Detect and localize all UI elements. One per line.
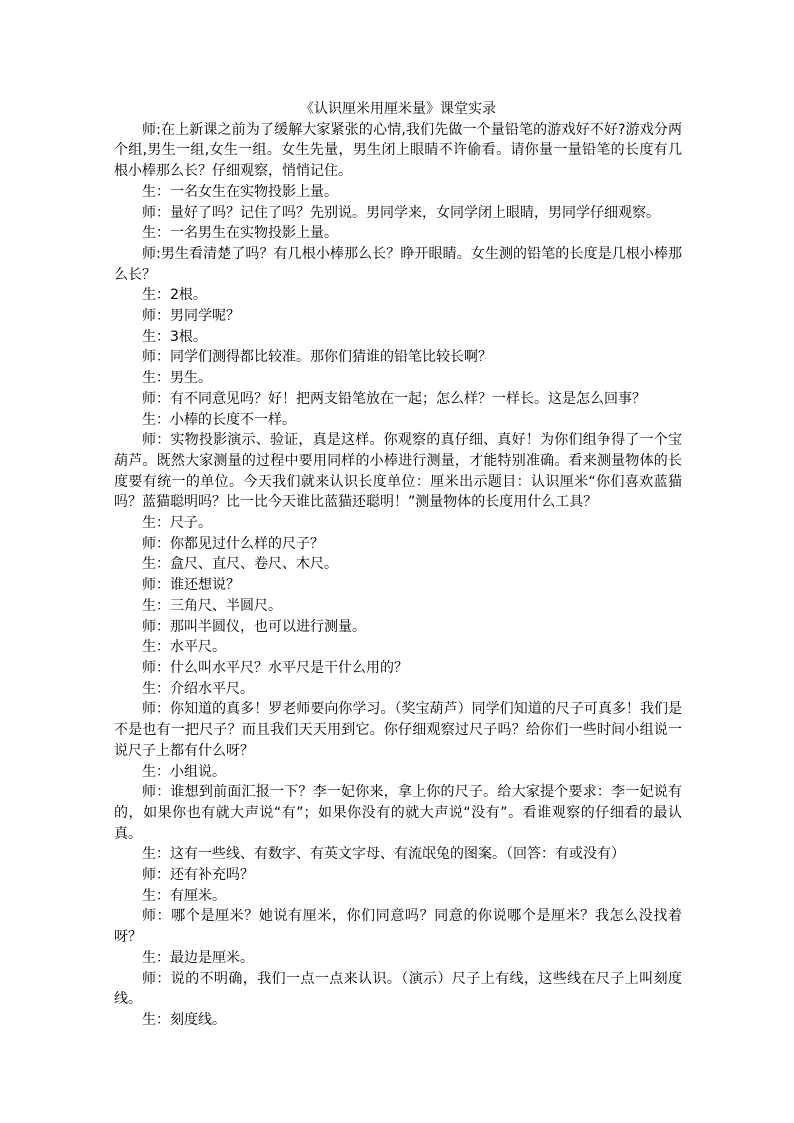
paragraph: 师：那叫半圆仪，也可以进行测量。 [142,618,366,635]
paragraph: 师：说的不明确，我们一点一点来认识。（演示）尺子上有线，这些线在尺子上叫刻度线。 [114,970,682,1008]
paragraph: 生：有厘米。 [142,887,226,904]
paragraph: 师：还有补充吗？ [142,867,254,884]
paragraph: 生：介绍水平尺。 [142,680,254,697]
paragraph: 生：刻度线。 [142,1011,226,1028]
paragraph: 生：最边是厘米。 [142,949,254,966]
paragraph: 生：3根。 [142,328,207,345]
paragraph: 师:在上新课之前为了缓解大家紧张的心情,我们先做一个量铅笔的游戏好不好?游戏分两个组,男生一组,女生一组。女生先量，男生闭上眼睛不许偷看。请你量一量铅笔的长度有几根小棒那么长？仔细观察，悄悄记住。 [114,121,682,180]
paragraph: 生：一名女生在实物投影上量。 [142,183,338,200]
paragraph: 生：尺子。 [142,515,212,532]
paragraph: 师：什么叫水平尺？水平尺是干什么用的？ [142,659,408,676]
paragraph: 生：小棒的长度不一样。 [142,411,296,428]
paragraph: 生：三角尺、半圆尺。 [142,597,282,614]
paragraph: 师:男生看清楚了吗？有几根小棒那么长？睁开眼睛。女生测的铅笔的长度是几根小棒那么长？ [114,245,682,283]
paragraph: 生：男生。 [142,370,212,387]
paragraph: 生：2根。 [142,287,207,304]
paragraph: 师：实物投影演示、验证，真是这样。你观察的真仔细、真好！为你们组争得了一个宝葫芦。既然大家测量的过程中要用同样的小棒进行测量，才能特别准确。看来测量物体的长度要有统一的单位。今天我们就来认识长度单位：厘米出示题目：认识厘米“你们喜欢蓝猫吗？蓝猫聪明吗？比一比今天谁比蓝猫还聪明！”测量物体的长度用什么工具？ [114,432,682,511]
paragraph: 师：哪个是厘米？她说有厘米，你们同意吗？同意的你说哪个是厘米？我怎么没找着呀？ [114,908,682,946]
paragraph: 师：你都见过什么样的尺子？ [142,535,324,552]
paragraph: 生：盒尺、直尺、卷尺、木尺。 [142,556,338,573]
paragraph: 生：水平尺。 [142,639,226,656]
document-title: 《认识厘米用厘米量》课堂实录 [300,101,496,117]
paragraph: 师：男同学呢？ [142,308,240,325]
document-page [114,99,682,1031]
paragraph: 生：一名男生在实物投影上量。 [142,225,338,242]
paragraph: 师：有不同意见吗？好！把两支铅笔放在一起；怎么样？一样长。这是怎么回事？ [142,390,646,407]
paragraph: 生：这有一些线、有数字、有英文字母、有流氓兔的图案。（回答：有或没有） [142,846,625,863]
paragraph: 师：谁还想说？ [142,577,240,594]
paragraph: 师：同学们测得都比较准。那你们猜谁的铅笔比较长啊？ [142,349,492,366]
paragraph: 生：小组说。 [142,763,226,780]
paragraph: 师：量好了吗？记住了吗？先别说。男同学来，女同学闭上眼睛，男同学仔细观察。 [142,204,660,221]
paragraph: 师：谁想到前面汇报一下？李一妃你来，拿上你的尺子。给大家提个要求：李一妃说有的，如果你也有就大声说“有”；如果你没有的就大声说“没有”。看谁观察的仔细看的最认真。 [114,784,682,842]
paragraph: 师：你知道的真多！罗老师要向你学习。（奖宝葫芦）同学们知道的尺子可真多！我们是不是也有一把尺子？而且我们天天用到它。你仔细观察过尺子吗？给你们一些时间小组说一说尺子上都有什么呀？ [114,701,682,759]
